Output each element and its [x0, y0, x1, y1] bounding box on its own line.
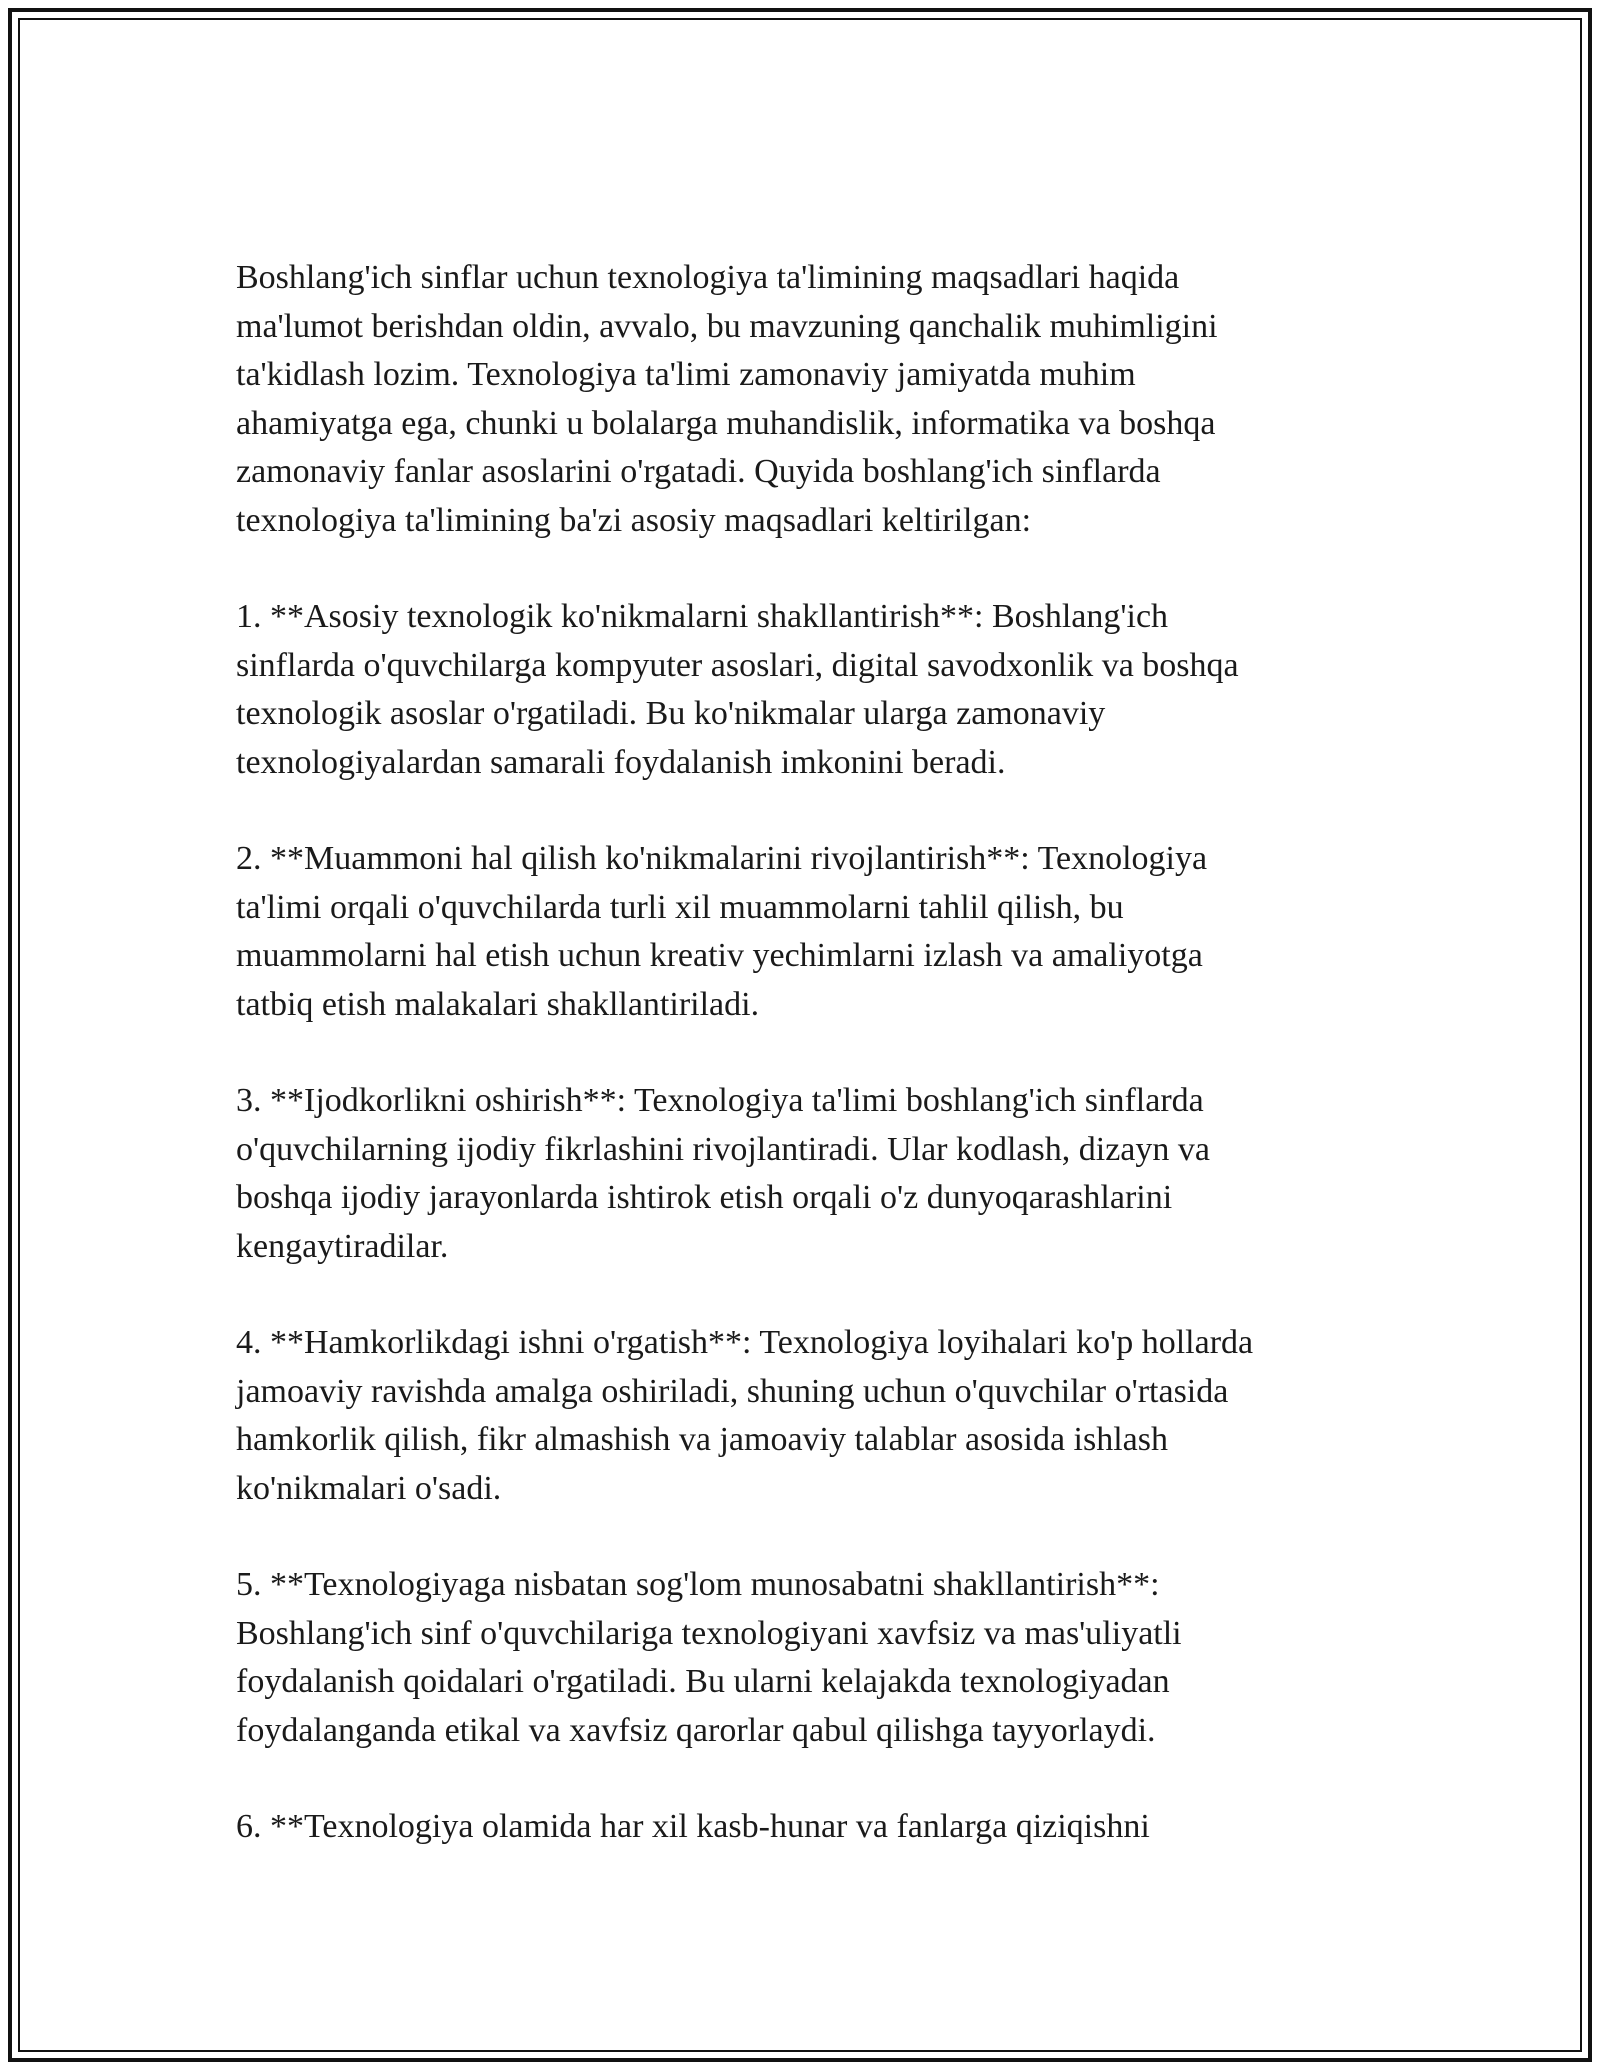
list-item-2: 2. **Muammoni hal qilish ko'nikmalarini rivojlantirish**: Texnologiya ta'limi orqali o'quvchilarda turli xil muammolarni tahlil qilish, bu muammolarni hal etish uchun kreativ yechimlarni izlash va amaliyotga tatbiq etish malakalari shakllantiriladi.: [236, 840, 1208, 1023]
intro-paragraph: Boshlang'ich sinflar uchun texnologiya ta'limining maqsadlari haqida ma'lumot berishdan oldin, avvalo, bu mavzuning qanchalik muhimligini ta'kidlash lozim. Texnologiya ta'limi zamonaviy jamiyatda muhim ahamiyatga ega, chunki u bolalarga muhandislik, informatika va boshqa zamonaviy fanlar asoslarini o'rgatadi. Quyida boshlang'ich sinflarda texnologiya ta'limining ba'zi asosiy maqsadlari keltirilgan:: [236, 259, 1218, 539]
list-item-3: 3. **Ijodkorlikni oshirish**: Texnologiya ta'limi boshlang'ich sinflarda o'quvchilarning ijodiy fikrlashini rivojlantiradi. Ular kodlash, dizayn va boshqa ijodiy jarayonlarda ishtirok etish orqali o'z dunyoqarashlarini kengaytiradilar.: [236, 1082, 1210, 1265]
list-item-4: 4. **Hamkorlikdagi ishni o'rgatish**: Texnologiya loyihalari ko'p hollarda jamoaviy ravishda amalga oshiriladi, shuning uchun o'quvchilar o'rtasida hamkorlik qilish, fikr almashish va jamoaviy talablar asosida ishlash ko'nikmalari o'sadi.: [236, 1324, 1254, 1507]
list-item-5: 5. **Texnologiyaga nisbatan sog'lom munosabatni shakllantirish**: Boshlang'ich sinf o'quvchilariga texnologiyani xavfsiz va mas'uliyatli foydalanish qoidalari o'rgatiladi. Bu ularni kelajakda texnologiyadan foydalanganda etikal va xavfsiz qarorlar qabul qilishga tayyorlaydi.: [236, 1566, 1182, 1749]
document-body: [236, 254, 1356, 1900]
list-item-6: 6. **Texnologiya olamida har xil kasb-hunar va fanlarga qiziqishni: [236, 1808, 1150, 1845]
list-item-1: 1. **Asosiy texnologik ko'nikmalarni shakllantirish**: Boshlang'ich sinflarda o'quvchilarga kompyuter asoslari, digital savodxonlik va boshqa texnologik asoslar o'rgatiladi. Bu ko'nikmalar ularga zamonaviy texnologiyalardan samarali foydalanish imkonini beradi.: [236, 598, 1239, 781]
